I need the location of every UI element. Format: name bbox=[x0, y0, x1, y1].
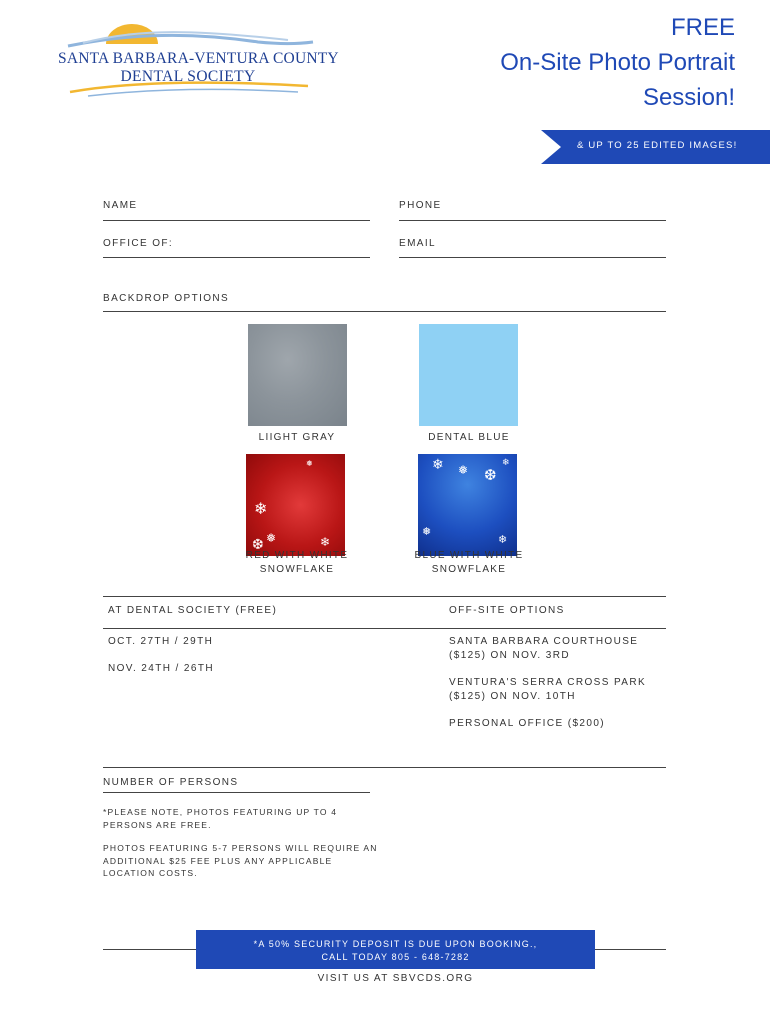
title-session: Session! bbox=[642, 84, 735, 111]
snowflake-icon: ❆ bbox=[252, 536, 264, 552]
deposit-banner-line2: CALL TODAY 805 - 648-7282 bbox=[321, 952, 470, 962]
logo-text-line2: DENTAL SOCIETY bbox=[120, 68, 256, 85]
email-field[interactable] bbox=[399, 257, 666, 258]
name-field[interactable] bbox=[103, 220, 370, 221]
persons-note-2 bbox=[103, 842, 378, 880]
locations-top-divider bbox=[103, 596, 666, 597]
visit-website-link[interactable]: VISIT US AT SBVCDS.ORG bbox=[317, 973, 474, 984]
backdrop-dental-blue-swatch[interactable] bbox=[419, 324, 518, 426]
snowflake-icon: ❆ bbox=[484, 467, 497, 484]
phone-field[interactable] bbox=[399, 220, 666, 221]
snowflake-icon: ❄ bbox=[432, 456, 444, 472]
snowflake-icon: ❅ bbox=[422, 526, 432, 538]
date-nov: NOV. 24TH / 26TH bbox=[108, 663, 214, 674]
snowflake-icon: ❄ bbox=[498, 534, 508, 546]
snowflake-icon: ❄ bbox=[502, 457, 510, 467]
backdrop-light-gray-swatch[interactable] bbox=[248, 324, 347, 426]
offsite-serra-cross-line2: ($125) ON NOV. 10TH bbox=[449, 691, 576, 702]
number-of-persons-heading: NUMBER OF PERSONS bbox=[103, 777, 239, 788]
persons-note-1-line1: *PLEASE NOTE, PHOTOS FEATURING UP TO 4 bbox=[103, 807, 338, 817]
edited-images-ribbon bbox=[541, 130, 770, 164]
backdrop-divider bbox=[103, 311, 666, 312]
backdrop-light-gray-label: LIIGHT GRAY bbox=[258, 432, 336, 443]
dental-society-logo bbox=[58, 22, 339, 102]
backdrop-options-heading: BACKDROP OPTIONS bbox=[103, 293, 230, 304]
snowflake-icon: ❄ bbox=[254, 501, 268, 518]
backdrop-red-snowflake-swatch[interactable] bbox=[246, 454, 345, 556]
date-oct: OCT. 27TH / 29TH bbox=[108, 636, 214, 647]
snowflake-icon: ❅ bbox=[458, 463, 469, 477]
snowflake-icon: ❅ bbox=[306, 459, 313, 468]
email-label: EMAIL bbox=[399, 238, 437, 249]
persons-note-2-line3: LOCATION COSTS. bbox=[103, 868, 198, 878]
offsite-sb-courthouse-line1: SANTA BARBARA COURTHOUSE bbox=[449, 636, 639, 647]
number-of-persons-field[interactable] bbox=[103, 792, 370, 793]
offsite-options-heading: OFF-SITE OPTIONS bbox=[449, 605, 565, 616]
backdrop-red-snowflake-label-line1: RED WITH WHITE bbox=[245, 550, 349, 561]
office-label: OFFICE OF: bbox=[103, 238, 174, 249]
title-onsite-photo-portrait: On-Site Photo Portrait bbox=[500, 49, 735, 76]
phone-label: PHONE bbox=[399, 200, 442, 211]
backdrop-blue-snowflake-label-line2: SNOWFLAKE bbox=[431, 564, 507, 575]
persons-top-divider bbox=[103, 767, 666, 768]
backdrop-blue-snowflake-swatch[interactable] bbox=[418, 454, 517, 556]
backdrop-dental-blue-label: DENTAL BLUE bbox=[428, 432, 510, 443]
dental-society-heading: AT DENTAL SOCIETY (FREE) bbox=[108, 605, 278, 616]
office-field[interactable] bbox=[103, 257, 370, 258]
footer-left-rule bbox=[103, 949, 196, 950]
backdrop-blue-snowflake-label bbox=[389, 549, 549, 577]
snowflake-icon: ❅ bbox=[266, 531, 277, 545]
persons-note-1 bbox=[103, 806, 337, 831]
snowflake-icon: ❄ bbox=[320, 535, 331, 549]
title-free: FREE bbox=[670, 14, 735, 41]
ribbon-text: & UP TO 25 EDITED IMAGES! bbox=[577, 140, 738, 151]
name-label: NAME bbox=[103, 200, 138, 211]
offsite-personal-office: PERSONAL OFFICE ($200) bbox=[449, 718, 606, 729]
backdrop-red-snowflake-label-line2: SNOWFLAKE bbox=[259, 564, 335, 575]
logo-text-line1: SANTA BARBARA-VENTURA COUNTY bbox=[58, 50, 339, 67]
persons-note-2-line1: PHOTOS FEATURING 5-7 PERSONS WILL REQUIRE AN bbox=[103, 843, 378, 853]
offsite-sb-courthouse-line2: ($125) ON NOV. 3RD bbox=[449, 650, 570, 661]
deposit-banner-line1: *A 50% SECURITY DEPOSIT IS DUE UPON BOOKING., bbox=[253, 939, 538, 949]
persons-note-2-line2: ADDITIONAL $25 FEE PLUS ANY APPLICABLE bbox=[103, 855, 333, 866]
backdrop-red-snowflake-label bbox=[217, 549, 377, 577]
offsite-serra-cross-line1: VENTURA'S SERRA CROSS PARK bbox=[449, 677, 647, 688]
persons-note-1-line2: PERSONS ARE FREE. bbox=[103, 819, 212, 830]
locations-header-divider bbox=[103, 628, 666, 629]
backdrop-blue-snowflake-label-line1: BLUE WITH WHITE bbox=[414, 550, 524, 561]
footer-right-rule bbox=[595, 949, 666, 950]
deposit-banner bbox=[196, 930, 595, 969]
